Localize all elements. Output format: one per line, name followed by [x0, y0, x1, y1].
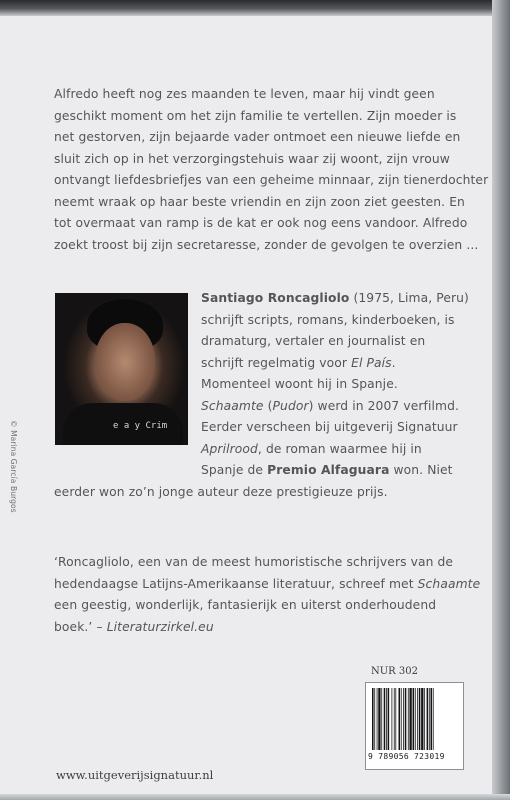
- book-title: Schaamte: [201, 398, 264, 413]
- publisher-website: www.uitgeverijsignatuur.nl: [56, 768, 214, 782]
- quote-text: hedendaagse Latijns-Amerikaanse literatuur, schreef met: [54, 576, 418, 591]
- quote-line: [54, 617, 464, 639]
- barcode-bar: [417, 688, 418, 750]
- cover-spine-edge: [492, 0, 510, 800]
- nur-code: NUR 302: [371, 666, 418, 677]
- original-title: Pudor: [272, 398, 309, 413]
- bio-text: schrijft regelmatig voor: [201, 355, 352, 370]
- synopsis-line: ontvangt liefdesbriefjes van een geheime minnaar, zijn tienerdochter: [54, 173, 489, 187]
- bio-line: [201, 439, 461, 461]
- barcode-bar: [403, 688, 404, 750]
- bio-line: [201, 396, 461, 418]
- barcode-bar: [415, 688, 416, 750]
- barcode-bar: [413, 688, 415, 750]
- synopsis-line: sluit zich op in het verzorgingstehuis waar zij woont, zijn vrouw: [54, 151, 450, 166]
- author-photo-shirt-text: e a y Crim: [113, 421, 168, 431]
- bio-text: , de roman waarmee hij in: [257, 441, 422, 456]
- barcode-bar: [401, 688, 402, 750]
- bio-line: schrijft scripts, romans, kinderboeken, is: [201, 312, 455, 327]
- synopsis-line: geschikt moment om het zijn familie te vertellen. Zijn moeder is: [54, 108, 457, 123]
- author-photo: [55, 293, 188, 445]
- bio-text: (1975, Lima, Peru): [349, 291, 469, 305]
- bio-text: won. Niet: [389, 463, 453, 477]
- barcode-bar: [399, 688, 401, 750]
- quote-source: Literaturzirkel.eu: [106, 619, 214, 634]
- bio-text: (: [263, 398, 273, 413]
- isbn-number: 9 789056 723019: [368, 752, 445, 761]
- barcode-bar: [433, 688, 434, 750]
- synopsis-line: zoekt troost bij zijn secretaresse, zonder de gevolgen te overzien ...: [54, 237, 479, 252]
- barcode-bar: [427, 688, 429, 750]
- barcode-bar: [374, 688, 375, 750]
- bio-line: [201, 288, 469, 310]
- barcode-bar: [408, 688, 409, 750]
- author-photo-face: [95, 323, 155, 401]
- barcode-bar: [424, 688, 425, 750]
- newspaper-title: El País: [351, 355, 392, 370]
- cover-top-edge: [0, 0, 510, 16]
- bio-line: Eerder verscheen bij uitgeverij Signatuur: [201, 420, 458, 434]
- barcode-bar: [378, 688, 380, 750]
- synopsis-line: Alfredo heeft nog zes maanden te leven, maar hij vindt geen: [54, 87, 435, 101]
- award-name: Premio Alfaguara: [267, 463, 390, 477]
- book-title: Aprilrood: [201, 441, 258, 456]
- barcode-bars: [372, 688, 456, 750]
- barcode-bar: [429, 688, 430, 750]
- bio-text: ) werd in 2007 verfilmd.: [308, 398, 459, 413]
- barcode-bar: [381, 688, 382, 750]
- barcode-bar: [431, 688, 433, 750]
- author-bio-last-line: [54, 482, 464, 504]
- review-quote: [54, 552, 481, 638]
- barcode-bar: [409, 688, 411, 750]
- photo-credit: [9, 420, 30, 513]
- barcode-bar: [372, 688, 374, 750]
- barcode-bar: [384, 688, 386, 750]
- author-bio: [201, 288, 469, 482]
- photo-credit-text: © Marina García Burgos: [9, 420, 18, 513]
- barcode-bar: [395, 688, 396, 750]
- bio-text: Spanje de: [201, 463, 268, 477]
- quote-text: boek.’ –: [54, 619, 107, 634]
- barcode-bar: [394, 688, 395, 750]
- quote-line: [54, 574, 481, 596]
- bio-text: .: [391, 355, 396, 370]
- bio-line: eerder won zo’n jonge auteur deze prestigieuze prijs.: [54, 485, 388, 499]
- barcode-bar: [377, 688, 378, 750]
- cover-bottom-edge: [0, 794, 510, 800]
- bio-line: [201, 353, 461, 375]
- quote-line: een geestig, wonderlijk, fantasierijk en uiterst onderhoudend: [54, 598, 437, 612]
- barcode-bar: [405, 688, 407, 750]
- synopsis-text: [54, 84, 489, 256]
- bio-line: dramaturg, vertaler en journalist en: [201, 334, 426, 348]
- synopsis-line: net gestorven, zijn bejaarde vader ontmoet een nieuwe liefde en: [54, 130, 461, 144]
- barcode-bar: [421, 688, 423, 750]
- bio-line: Momenteel woont hij in Spanje.: [201, 377, 398, 391]
- quote-line: ‘Roncagliolo, een van de meest humoristische schrijvers van de: [54, 555, 454, 569]
- author-name: Santiago Roncagliolo: [201, 291, 350, 305]
- barcode-bar: [419, 688, 421, 750]
- bio-line: [201, 460, 461, 482]
- synopsis-line: tot overmaat van ramp is de kat er ook nog eens vandoor. Alfredo: [54, 216, 468, 230]
- synopsis-line: neemt wraak op haar beste vriendin en zijn zoon ziet geesten. En: [54, 194, 465, 209]
- book-title: Schaamte: [417, 576, 481, 591]
- isbn-barcode: [365, 682, 464, 770]
- barcode-bar: [388, 688, 390, 750]
- barcode-bar: [392, 688, 393, 750]
- barcode-bar: [386, 688, 387, 750]
